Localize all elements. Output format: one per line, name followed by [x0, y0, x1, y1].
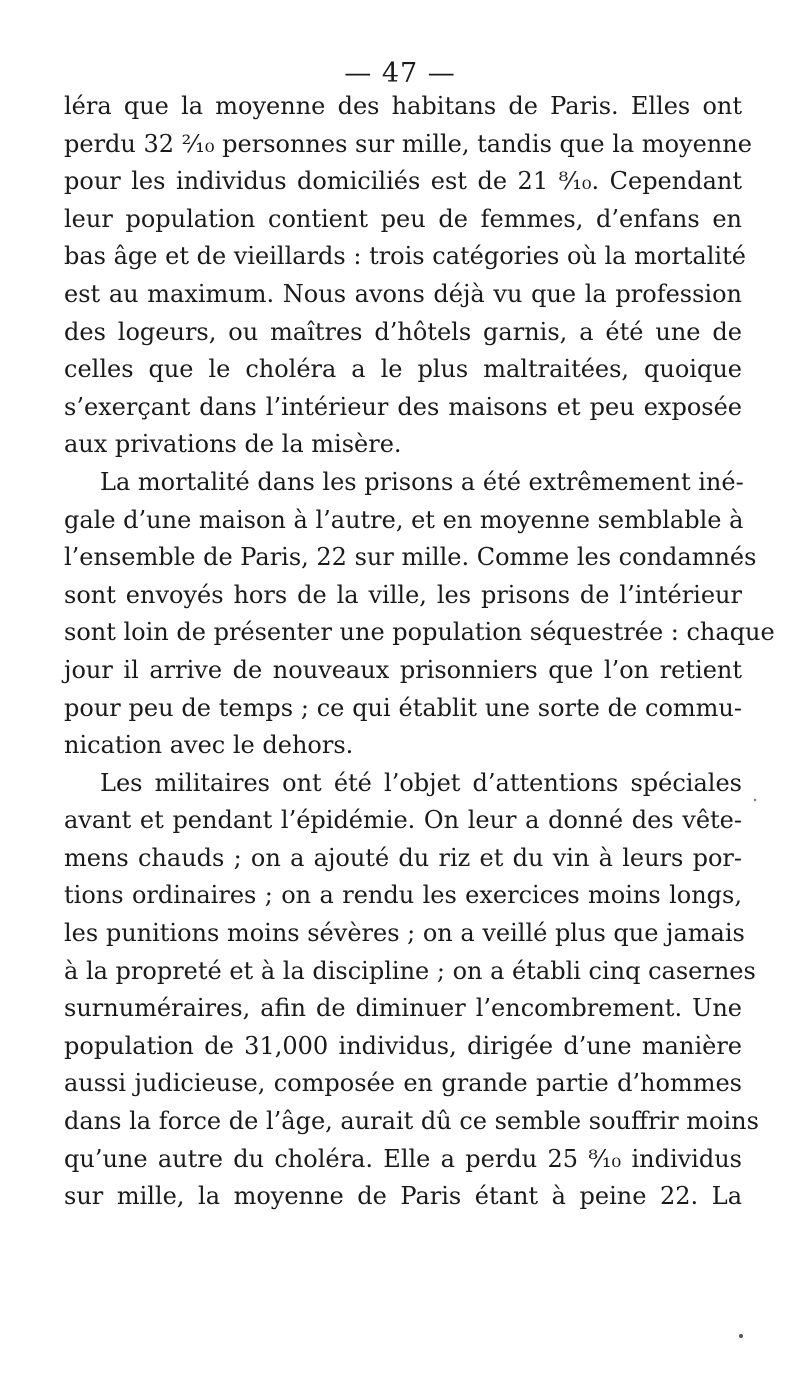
- text-line: sont envoyés hors de la ville, les prisons de l’intérieur: [64, 580, 742, 609]
- text-line: La mortalité dans les prisons a été extrêmement iné-: [100, 467, 744, 496]
- ink-speck: [754, 799, 756, 801]
- text-line: mens chauds ; on a ajouté du riz et du vin à leurs por-: [64, 843, 742, 872]
- text-line: l’ensemble de Paris, 22 sur mille. Comme les condamnés: [64, 543, 757, 572]
- text-line: perdu 32 ²⁄₁₀ personnes sur mille, tandis que la moyenne: [64, 129, 752, 158]
- text-line: leur population contient peu de femmes, d’enfans en: [64, 204, 742, 233]
- text-line: tions ordinaires ; on a rendu les exercices moins longs,: [64, 881, 742, 910]
- text-line: qu’une autre du choléra. Elle a perdu 25 ⁸⁄₁₀ individus: [64, 1144, 742, 1173]
- ink-speck: [739, 1334, 743, 1338]
- text-line: léra que la moyenne des habitans de Paris. Elles ont: [64, 92, 742, 120]
- text-line: à la propreté et à la discipline ; on a établi cinq casernes: [64, 956, 756, 985]
- text-line: jour il arrive de nouveaux prisonniers que l’on retient: [64, 655, 742, 684]
- text-line: pour peu de temps ; ce qui établit une sorte de commu-: [64, 693, 742, 722]
- text-line: dans la force de l’âge, aurait dû ce semble souffrir moins: [64, 1107, 759, 1136]
- text-line: surnuméraires, afin de diminuer l’encombrement. Une: [64, 994, 742, 1023]
- text-line: s’exerçant dans l’intérieur des maisons et peu exposée: [64, 392, 742, 421]
- text-line: bas âge et de vieillards : trois catégories où la mortalité: [64, 242, 746, 271]
- text-line: Les militaires ont été l’objet d’attentions spéciales: [100, 768, 742, 797]
- text-line: aux privations de la misère.: [64, 430, 402, 459]
- text-line: les punitions moins sévères ; on a veillé plus que jamais: [64, 919, 745, 948]
- page-number: — 47 —: [344, 58, 456, 89]
- text-line: est au maximum. Nous avons déjà vu que la profession: [64, 279, 742, 308]
- text-line: aussi judicieuse, composée en grande partie d’hommes: [64, 1069, 742, 1098]
- text-line: population de 31,000 individus, dirigée d’une manière: [64, 1031, 742, 1060]
- text-line: celles que le choléra a le plus maltraitées, quoique: [64, 355, 742, 384]
- text-line: des logeurs, ou maîtres d’hôtels garnis, a été une de: [64, 317, 742, 346]
- text-line: gale d’une maison à l’autre, et en moyenne semblable à: [64, 505, 744, 534]
- text-line: pour les individus domiciliés est de 21 ⁸⁄₁₀. Cependant: [64, 167, 742, 196]
- text-line: avant et pendant l’épidémie. On leur a donné des vête-: [64, 806, 742, 835]
- body-text: [64, 88, 775, 1216]
- text-line: sur mille, la moyenne de Paris étant à peine 22. La: [64, 1182, 742, 1211]
- text-line: nication avec le dehors.: [64, 731, 354, 760]
- text-line: sont loin de présenter une population séquestrée : chaque: [64, 618, 775, 647]
